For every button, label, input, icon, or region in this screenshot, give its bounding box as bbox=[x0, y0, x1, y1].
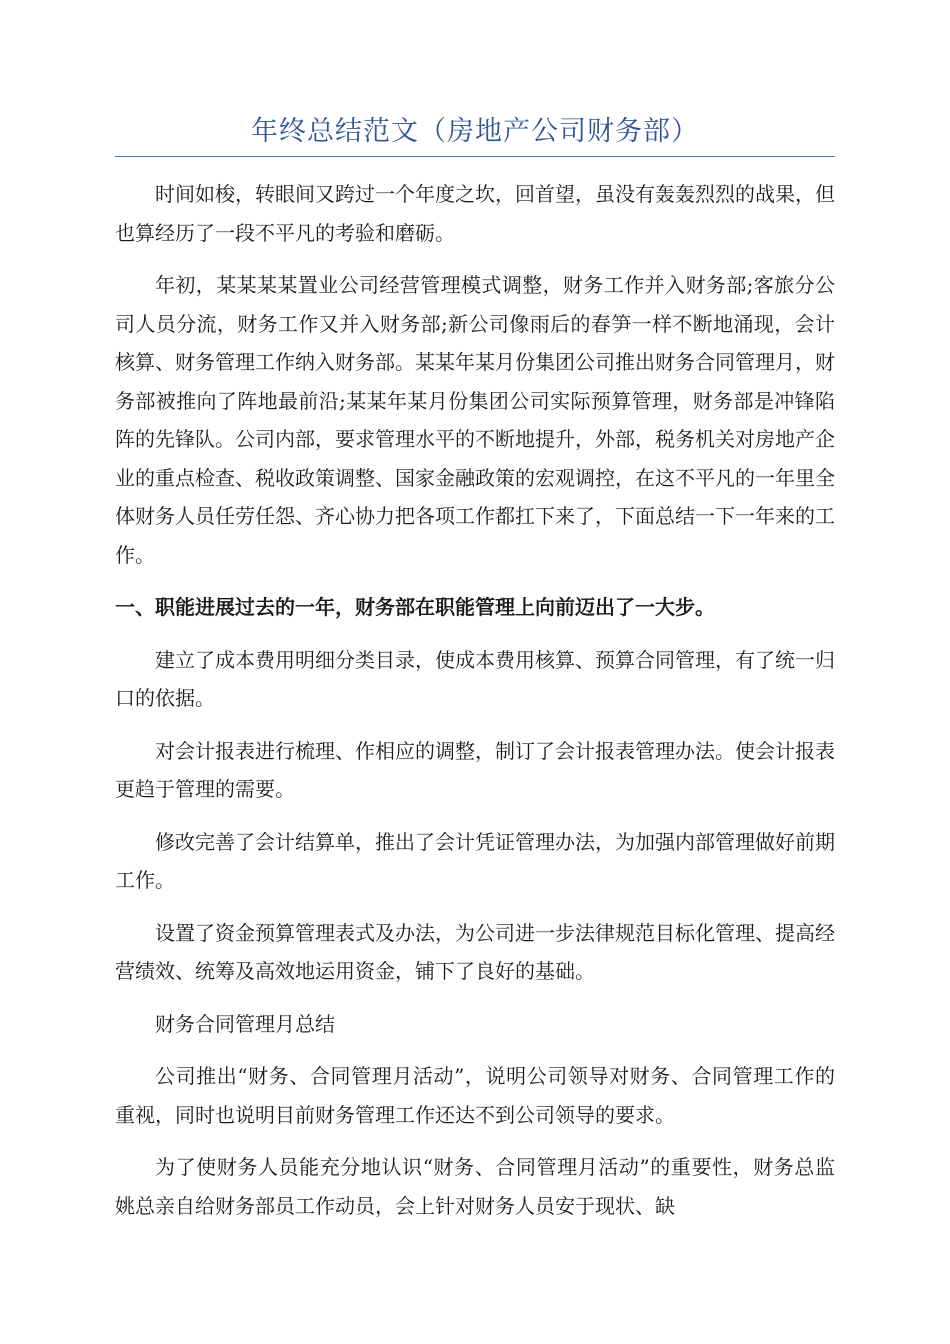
paragraph: 建立了成本费用明细分类目录，使成本费用核算、预算合同管理，有了统一归口的依据。 bbox=[115, 647, 835, 710]
paragraph: 对会计报表进行梳理、作相应的调整，制订了会计报表管理办法。使会计报表更趋于管理的需要。 bbox=[115, 738, 835, 801]
paragraph: 年初，某某某某置业公司经营管理模式调整，财务工作并入财务部;客旅分公司人员分流，财务工作又并入财务部;新公司像雨后的春笋一样不断地涌现，会计核算、财务管理工作纳入财务部。某某年某月份集团公司推出财务合同管理月，财务部被推向了阵地最前沿;某某年某月份集团公司实际预算管理，财务部是冲锋陷阵的先锋队。公司内部，要求管理水平的不断地提升，外部，税务机关对房地产企业的重点检查、税收政策调整、国家金融政策的宏观调控，在这不平凡的一年里全体财务人员任劳任怨、齐心协力把各项工作都扛下来了，下面总结一下一年来的工作。 bbox=[115, 273, 835, 567]
section-heading: 一、职能进展过去的一年，财务部在职能管理上向前迈出了一大步。 bbox=[115, 595, 715, 619]
document-title: 年终总结范文（房地产公司财务部） bbox=[115, 108, 835, 157]
subsection-label: 财务合同管理月总结 bbox=[155, 1011, 335, 1036]
paragraph: 公司推出“财务、合同管理月活动”，说明公司领导对财务、合同管理工作的重视，同时也说明目前财务管理工作还达不到公司领导的要求。 bbox=[115, 1064, 835, 1127]
document-page bbox=[115, 108, 835, 1239]
paragraph: 设置了资金预算管理表式及办法，为公司进一步法律规范目标化管理、提高经营绩效、统筹及高效地运用资金，铺下了良好的基础。 bbox=[115, 920, 835, 983]
paragraph: 为了使财务人员能充分地认识“财务、合同管理月活动”的重要性，财务总监姚总亲自给财务部员工作动员，会上针对财务人员安于现状、缺 bbox=[115, 1155, 835, 1218]
document-body bbox=[115, 175, 835, 1225]
paragraph: 修改完善了会计结算单，推出了会计凭证管理办法，为加强内部管理做好前期工作。 bbox=[115, 829, 835, 892]
paragraph: 时间如梭，转眼间又跨过一个年度之坎，回首望，虽没有轰轰烈烈的战果，但也算经历了一段不平凡的考验和磨砺。 bbox=[115, 182, 835, 245]
